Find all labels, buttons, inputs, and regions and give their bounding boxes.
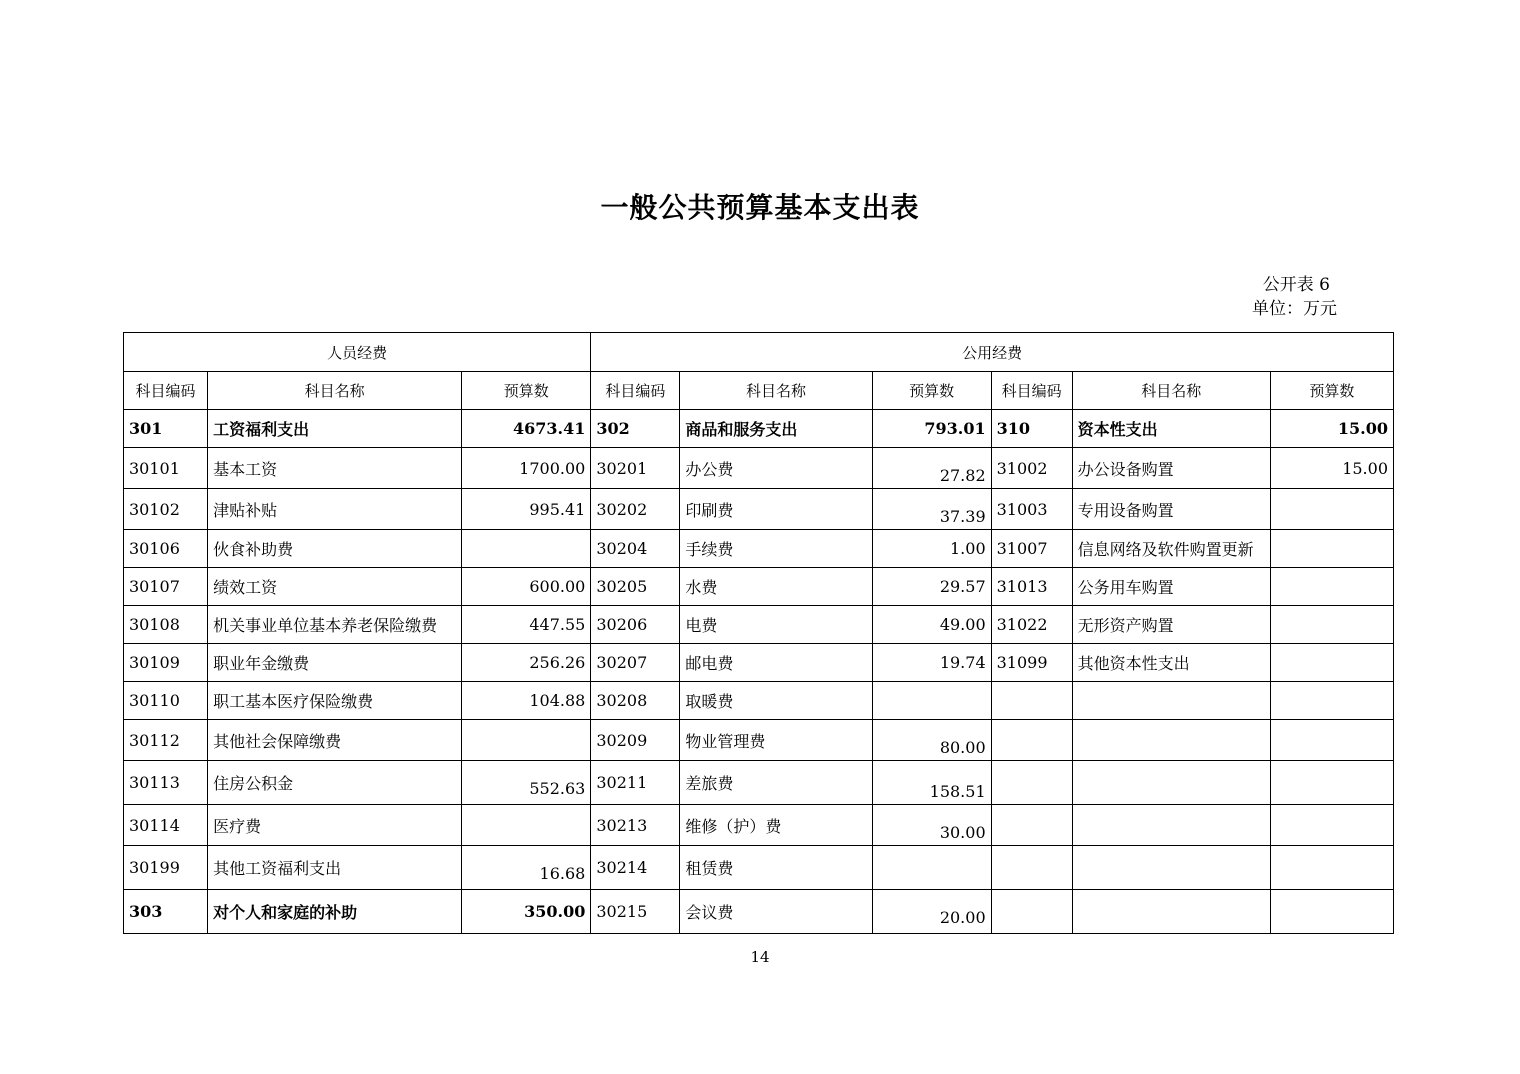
table-row: [124, 846, 1394, 890]
personnel-amount-cell: 104.88: [462, 682, 591, 720]
capital-code-cell: 31003: [991, 489, 1072, 530]
goods-amount-cell: [872, 682, 991, 720]
personnel-code-cell: 303: [124, 890, 208, 934]
personnel-amount-cell: [462, 805, 591, 846]
personnel-code-cell: 30113: [124, 761, 208, 805]
goods-name-cell: 手续费: [680, 530, 872, 568]
personnel-name-cell: 职工基本医疗保险缴费: [208, 682, 462, 720]
header-code: 科目编码: [124, 372, 208, 410]
capital-name-cell: 其他资本性支出: [1072, 644, 1270, 682]
group-personnel: 人员经费: [124, 333, 591, 372]
goods-name-cell: 邮电费: [680, 644, 872, 682]
table-row: [124, 720, 1394, 761]
goods-amount-cell: [872, 846, 991, 890]
capital-amount-cell: [1270, 682, 1393, 720]
capital-name-cell: 公务用车购置: [1072, 568, 1270, 606]
table-row: [124, 682, 1394, 720]
capital-code-cell: 31013: [991, 568, 1072, 606]
capital-code-cell: 31022: [991, 606, 1072, 644]
goods-code-cell: 30206: [591, 606, 680, 644]
personnel-code-cell: 30199: [124, 846, 208, 890]
header-name: 科目名称: [1072, 372, 1270, 410]
header-amount: 预算数: [1270, 372, 1393, 410]
goods-amount-cell: 158.51: [872, 761, 991, 805]
personnel-amount-cell: 256.26: [462, 644, 591, 682]
table-row: [124, 644, 1394, 682]
personnel-code-cell: 30108: [124, 606, 208, 644]
goods-name-cell: 差旅费: [680, 761, 872, 805]
capital-amount-cell: 15.00: [1270, 410, 1393, 448]
header-code: 科目编码: [591, 372, 680, 410]
table-row: [124, 410, 1394, 448]
group-public: 公用经费: [591, 333, 1394, 372]
goods-code-cell: 30205: [591, 568, 680, 606]
goods-name-cell: 维修（护）费: [680, 805, 872, 846]
goods-code-cell: 30209: [591, 720, 680, 761]
goods-code-cell: 30214: [591, 846, 680, 890]
capital-name-cell: [1072, 805, 1270, 846]
table-row: [124, 606, 1394, 644]
goods-code-cell: 30213: [591, 805, 680, 846]
capital-amount-cell: [1270, 805, 1393, 846]
goods-code-cell: 302: [591, 410, 680, 448]
goods-amount-cell: 30.00: [872, 805, 991, 846]
goods-code-cell: 30207: [591, 644, 680, 682]
personnel-code-cell: 30101: [124, 448, 208, 489]
personnel-name-cell: 津贴补贴: [208, 489, 462, 530]
capital-code-cell: [991, 720, 1072, 761]
goods-code-cell: 30208: [591, 682, 680, 720]
capital-name-cell: 资本性支出: [1072, 410, 1270, 448]
capital-code-cell: 31099: [991, 644, 1072, 682]
capital-name-cell: [1072, 761, 1270, 805]
capital-amount-cell: [1270, 720, 1393, 761]
capital-name-cell: [1072, 890, 1270, 934]
goods-amount-cell: 80.00: [872, 720, 991, 761]
personnel-code-cell: 301: [124, 410, 208, 448]
goods-name-cell: 电费: [680, 606, 872, 644]
personnel-code-cell: 30107: [124, 568, 208, 606]
personnel-name-cell: 住房公积金: [208, 761, 462, 805]
capital-name-cell: 专用设备购置: [1072, 489, 1270, 530]
personnel-amount-cell: 4673.41: [462, 410, 591, 448]
goods-amount-cell: 49.00: [872, 606, 991, 644]
capital-code-cell: [991, 846, 1072, 890]
column-header-row: [124, 372, 1394, 410]
goods-name-cell: 办公费: [680, 448, 872, 489]
capital-name-cell: [1072, 720, 1270, 761]
goods-amount-cell: 1.00: [872, 530, 991, 568]
personnel-code-cell: 30102: [124, 489, 208, 530]
personnel-name-cell: 其他工资福利支出: [208, 846, 462, 890]
capital-code-cell: [991, 890, 1072, 934]
form-number: 公开表 6: [1262, 275, 1330, 295]
capital-amount-cell: [1270, 890, 1393, 934]
personnel-name-cell: 基本工资: [208, 448, 462, 489]
personnel-amount-cell: 350.00: [462, 890, 591, 934]
header-name: 科目名称: [208, 372, 462, 410]
personnel-amount-cell: 16.68: [462, 846, 591, 890]
personnel-code-cell: 30106: [124, 530, 208, 568]
capital-amount-cell: [1270, 530, 1393, 568]
capital-name-cell: [1072, 846, 1270, 890]
capital-amount-cell: [1270, 489, 1393, 530]
table-row: [124, 489, 1394, 530]
goods-name-cell: 会议费: [680, 890, 872, 934]
table-row: [124, 761, 1394, 805]
goods-amount-cell: 29.57: [872, 568, 991, 606]
personnel-amount-cell: 447.55: [462, 606, 591, 644]
capital-amount-cell: [1270, 644, 1393, 682]
goods-name-cell: 物业管理费: [680, 720, 872, 761]
personnel-name-cell: 医疗费: [208, 805, 462, 846]
capital-name-cell: [1072, 682, 1270, 720]
goods-code-cell: 30211: [591, 761, 680, 805]
header-amount: 预算数: [462, 372, 591, 410]
goods-amount-cell: 27.82: [872, 448, 991, 489]
capital-name-cell: 无形资产购置: [1072, 606, 1270, 644]
goods-amount-cell: 37.39: [872, 489, 991, 530]
unit-label: 单位：万元: [1252, 299, 1337, 319]
table-row: [124, 890, 1394, 934]
goods-code-cell: 30215: [591, 890, 680, 934]
group-header-row: [124, 333, 1394, 372]
goods-code-cell: 30202: [591, 489, 680, 530]
capital-code-cell: 31002: [991, 448, 1072, 489]
goods-code-cell: 30201: [591, 448, 680, 489]
header-name: 科目名称: [680, 372, 872, 410]
capital-code-cell: [991, 682, 1072, 720]
personnel-name-cell: 其他社会保障缴费: [208, 720, 462, 761]
goods-name-cell: 印刷费: [680, 489, 872, 530]
table-row: [124, 568, 1394, 606]
capital-name-cell: 信息网络及软件购置更新: [1072, 530, 1270, 568]
capital-code-cell: [991, 805, 1072, 846]
capital-name-cell: 办公设备购置: [1072, 448, 1270, 489]
goods-name-cell: 商品和服务支出: [680, 410, 872, 448]
table-row: [124, 448, 1394, 489]
capital-code-cell: 31007: [991, 530, 1072, 568]
capital-code-cell: [991, 761, 1072, 805]
personnel-code-cell: 30112: [124, 720, 208, 761]
goods-name-cell: 取暖费: [680, 682, 872, 720]
personnel-amount-cell: 1700.00: [462, 448, 591, 489]
capital-amount-cell: [1270, 606, 1393, 644]
capital-amount-cell: [1270, 761, 1393, 805]
budget-table: [123, 332, 1394, 934]
personnel-code-cell: 30114: [124, 805, 208, 846]
capital-amount-cell: [1270, 568, 1393, 606]
personnel-amount-cell: 995.41: [462, 489, 591, 530]
personnel-name-cell: 职业年金缴费: [208, 644, 462, 682]
table-row: [124, 805, 1394, 846]
page-title: 一般公共预算基本支出表: [600, 191, 920, 224]
personnel-amount-cell: 600.00: [462, 568, 591, 606]
goods-amount-cell: 19.74: [872, 644, 991, 682]
goods-code-cell: 30204: [591, 530, 680, 568]
goods-name-cell: 水费: [680, 568, 872, 606]
capital-amount-cell: [1270, 846, 1393, 890]
personnel-code-cell: 30109: [124, 644, 208, 682]
page-number: 14: [750, 948, 770, 966]
personnel-amount-cell: [462, 530, 591, 568]
goods-amount-cell: 793.01: [872, 410, 991, 448]
goods-name-cell: 租赁费: [680, 846, 872, 890]
personnel-amount-cell: [462, 720, 591, 761]
header-amount: 预算数: [872, 372, 991, 410]
personnel-amount-cell: 552.63: [462, 761, 591, 805]
header-code: 科目编码: [991, 372, 1072, 410]
personnel-name-cell: 伙食补助费: [208, 530, 462, 568]
personnel-name-cell: 机关事业单位基本养老保险缴费: [208, 606, 462, 644]
personnel-code-cell: 30110: [124, 682, 208, 720]
goods-amount-cell: 20.00: [872, 890, 991, 934]
personnel-name-cell: 绩效工资: [208, 568, 462, 606]
personnel-name-cell: 工资福利支出: [208, 410, 462, 448]
table-row: [124, 530, 1394, 568]
capital-code-cell: 310: [991, 410, 1072, 448]
capital-amount-cell: 15.00: [1270, 448, 1393, 489]
personnel-name-cell: 对个人和家庭的补助: [208, 890, 462, 934]
